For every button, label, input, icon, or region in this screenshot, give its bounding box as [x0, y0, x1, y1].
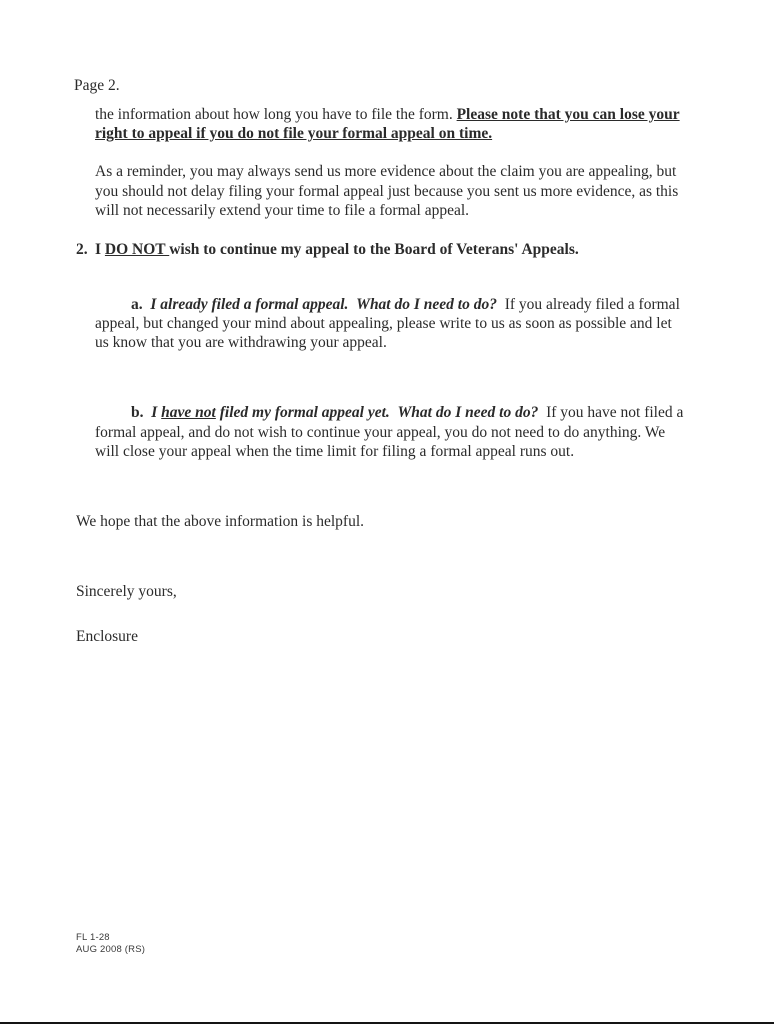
paragraph-reminder: As a reminder, you may always send us more evidence about the claim you are appealing, but you should not delay filing your formal appeal just because you sent us more evidence, as this will not necessarily extend your time to file a formal appeal.	[95, 163, 679, 219]
list-item-2-emphasis: DO NOT	[104, 241, 170, 259]
list-item-2-lead: I	[95, 241, 105, 259]
continuation-emphasis-text: Please note that you can lose your right to appeal if you do not file your formal appeal on time.	[95, 106, 680, 143]
list-item-a	[95, 295, 689, 353]
form-date: AUG 2008 (RS)	[76, 943, 146, 955]
spacer	[95, 259, 689, 279]
form-footer	[76, 932, 145, 955]
list-item-a-question-part1: I already filed a formal appeal.	[150, 295, 349, 313]
list-item-a-marker: a.	[131, 295, 143, 313]
closing-hope-line: We hope that the above information is helpful.	[76, 512, 365, 530]
list-item-b-question-underlined: have not	[161, 404, 216, 422]
continuation-lead-text: the information about how long you have to file the form.	[95, 106, 457, 123]
list-item-a-question-part2: What do I need to do?	[356, 295, 497, 313]
list-item-b-question-part2: What do I need to do?	[397, 404, 539, 422]
spacer	[95, 143, 689, 162]
list-item-2-rest: wish to continue my appeal to the Board of Veterans' Appeals.	[169, 241, 579, 259]
form-number: FL 1-28	[76, 932, 110, 943]
spacer	[95, 368, 689, 388]
list-item-b-marker: b.	[131, 404, 144, 422]
closing-sign-off: Sincerely yours,	[76, 583, 177, 601]
list-item-2-marker: 2.	[76, 241, 88, 259]
list-item-b-question-part1-rest: filed my formal appeal yet.	[215, 404, 390, 422]
list-item-b	[95, 403, 689, 461]
list-item-2	[76, 240, 689, 259]
spacer	[95, 220, 689, 240]
list-item-b-question-lead: I	[151, 404, 162, 422]
paragraph-continuation	[95, 105, 689, 143]
page-label: Page 2.	[74, 77, 120, 94]
enclosure-label: Enclosure	[76, 628, 138, 645]
list-item-a-answer: If you already filed a formal appeal, but changed your mind about appealing, please write to us as soon as possible and let us know that you are withdrawing your appeal.	[95, 295, 680, 352]
document-body	[76, 105, 689, 617]
spacer	[95, 476, 689, 496]
spacer	[95, 547, 689, 567]
list-item-b-answer: If you have not filed a formal appeal, and do not wish to continue your appeal, you do not need to do anything. We will close your appeal when the time limit for filing a formal appeal runs out.	[95, 404, 684, 460]
